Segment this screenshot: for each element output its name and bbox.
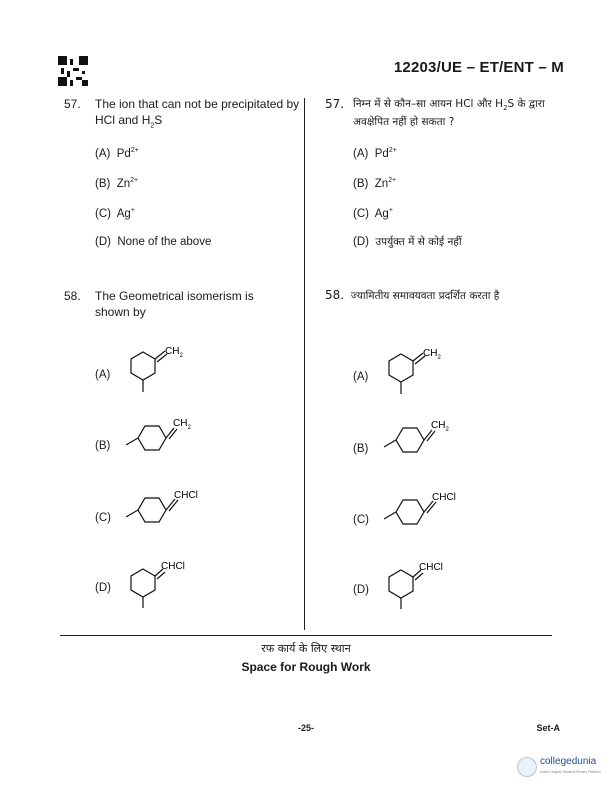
logo-text: collegedunia [540, 756, 597, 767]
rough-work-english: Space for Rough Work [241, 660, 371, 674]
q57-hi-option-b[interactable]: (B) $Zn^{2+}$ [353, 177, 397, 190]
collegedunia-logo [517, 757, 601, 777]
q57-en-option-a[interactable]: (A) $Pd^{2+}$ [95, 147, 139, 160]
q58-group-d-hi: CHCl [419, 562, 443, 573]
paper-code: 12203/UE – ET/ENT – M [393, 59, 564, 76]
q58-hi-structure-d [373, 556, 463, 616]
q58-group-b-hi: $CH_2$ [431, 420, 449, 433]
page-number: -25- [297, 723, 314, 733]
rough-work-hindi: रफ कार्य के लिए स्थान [261, 642, 351, 655]
q57-hi-option-a[interactable]: (A) $Pd^{2+}$ [353, 147, 397, 160]
logo-avatar-icon [517, 757, 537, 777]
q57-hi-line2: अवक्षेपित नहीं हो सकता ? [353, 116, 455, 128]
q58-hi-structure-c [373, 486, 463, 546]
q58-group-c-hi: CHCl [432, 492, 456, 503]
q57-en-number: 57. [64, 97, 81, 111]
q57-en [64, 96, 300, 134]
q58-hi-structure-a [373, 342, 463, 402]
qr-code [58, 56, 88, 86]
q57-hi [325, 96, 545, 131]
q58-hi-option-a[interactable]: (A) [353, 371, 369, 383]
footer-rule [60, 635, 552, 636]
q58-en-line1: The Geometrical isomerism is [95, 289, 254, 303]
set-label: Set-A [536, 723, 560, 733]
q58-en-structure-a [115, 340, 205, 400]
q57-hi-option-c[interactable]: (C) Ag+ [353, 207, 393, 220]
q57-en-line1: The ion that can not be precipitated by [95, 97, 300, 111]
q58-hi-option-d[interactable]: (D) [353, 584, 369, 596]
q58-hi [325, 287, 499, 305]
q58-en-option-a[interactable]: (A) [95, 369, 111, 381]
q57-en-option-c[interactable]: (C) Ag+ [95, 207, 135, 220]
q58-en-structure-d [115, 555, 205, 615]
q58-group-a-hi: $CH_2$ [423, 348, 441, 361]
q57-hi-option-d[interactable]: (D) उपर्युक्त में से कोई नहीं [353, 236, 462, 248]
q58-en-number: 58. [64, 289, 81, 303]
q58-hi-option-b[interactable]: (B) [353, 443, 369, 455]
q58-en [64, 288, 254, 320]
q58-hi-number: 58. [325, 288, 345, 302]
q58-en-structure-b [115, 412, 205, 472]
q57-en-option-b[interactable]: (B) $Zn^{2+}$ [95, 177, 139, 190]
q58-en-option-b[interactable]: (B) [95, 440, 111, 452]
q57-en-option-d[interactable]: (D) None of the above [95, 236, 212, 248]
q58-en-option-c[interactable]: (C) [95, 512, 111, 524]
q58-group-a-en: $CH_2$ [165, 346, 183, 359]
q58-group-d-en: CHCl [161, 561, 185, 572]
q58-hi-line1: ज्यामितीय समावयवता प्रदर्शित करता है [350, 290, 500, 302]
q58-group-c-en: CHCl [174, 490, 198, 501]
q58-en-option-d[interactable]: (D) [95, 582, 111, 594]
q58-en-structure-c [115, 484, 205, 544]
q58-hi-option-c[interactable]: (C) [353, 514, 369, 526]
q57-en-line2: HCl and $H_2S$ [95, 113, 163, 130]
q58-group-b-en: $CH_2$ [173, 418, 191, 431]
q57-hi-number: 57. [325, 97, 345, 111]
logo-tagline: India's largest Student Review Platform [540, 770, 601, 774]
q58-en-line2: shown by [95, 305, 146, 319]
column-divider [304, 98, 305, 630]
q58-hi-structure-b [373, 414, 463, 474]
q57-hi-line1: निम्न में से कौन–सा आयन HCl और $H_2S$ के द्वारा [353, 98, 545, 113]
